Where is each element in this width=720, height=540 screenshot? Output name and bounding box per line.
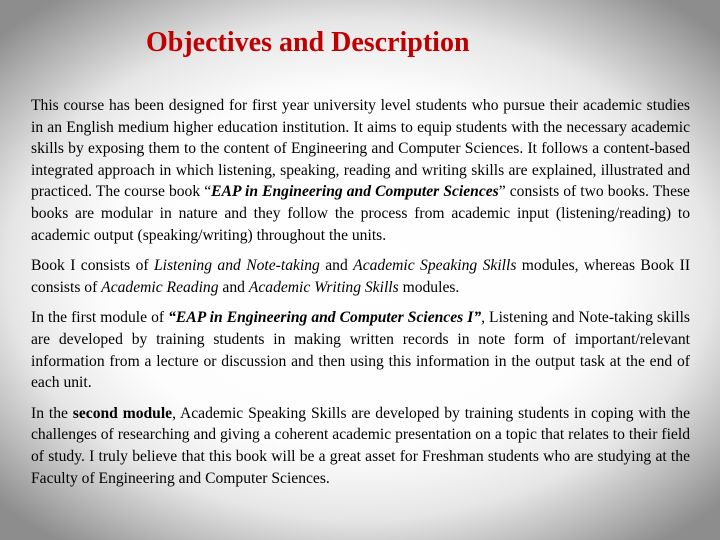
text-run: and <box>218 278 249 296</box>
paragraph <box>31 307 690 393</box>
text-run: modules, whereas Book II consists of <box>31 257 691 296</box>
text-run: In the <box>31 404 73 422</box>
text-run: This course has been designed for first year university level students who pursue their academic studies in an English medium higher education institution. It aims to equip students with the necessary academic skills by exposing them to the content of Engineering and Computer Sciences. It follows a content-based integrated approach in which listening, speaking, reading and writing skills are explained, illustrated and practiced. The course book “ <box>31 97 690 201</box>
text-run: Book I consists of <box>31 257 154 275</box>
text-run: and <box>319 257 354 275</box>
text-run: Academic Writing Skills <box>248 278 399 296</box>
text-run: Academic Reading <box>101 278 219 296</box>
text-run: , Listening and Note-taking skills are developed by training students in making written records in note form of important/relevant information from a lecture or discussion and then using this information in the output task at the end of each unit. <box>31 309 690 392</box>
text-run: EAP in Engineering and Computer Sciences <box>211 183 499 201</box>
slide-title: Objectives and Description <box>146 27 470 58</box>
text-run: Academic Speaking Skills <box>353 257 517 275</box>
paragraph <box>31 255 690 298</box>
paragraph <box>31 403 690 489</box>
text-run: , Academic Speaking Skills are developed by training students in coping with the challenges of researching and giving a coherent academic presentation on a topic that relates to their field of study. I truly believe that this book will be a great asset for Freshman students who are studying at the Faculty of Engineering and Computer Sciences. <box>31 404 690 487</box>
text-run: “EAP in Engineering and Computer Sciences I” <box>168 309 482 327</box>
text-run: In the first module of <box>31 309 169 327</box>
slide-body <box>31 95 690 498</box>
text-run: ” consists of two books. These books are modular in nature and they follow the process from academic input (listening/reading) to academic output (speaking/writing) throughout the units. <box>31 183 690 244</box>
text-run: second module <box>72 404 173 422</box>
paragraph <box>31 95 690 246</box>
text-run: Listening and Note-taking <box>153 257 320 275</box>
text-run: modules. <box>398 278 460 296</box>
